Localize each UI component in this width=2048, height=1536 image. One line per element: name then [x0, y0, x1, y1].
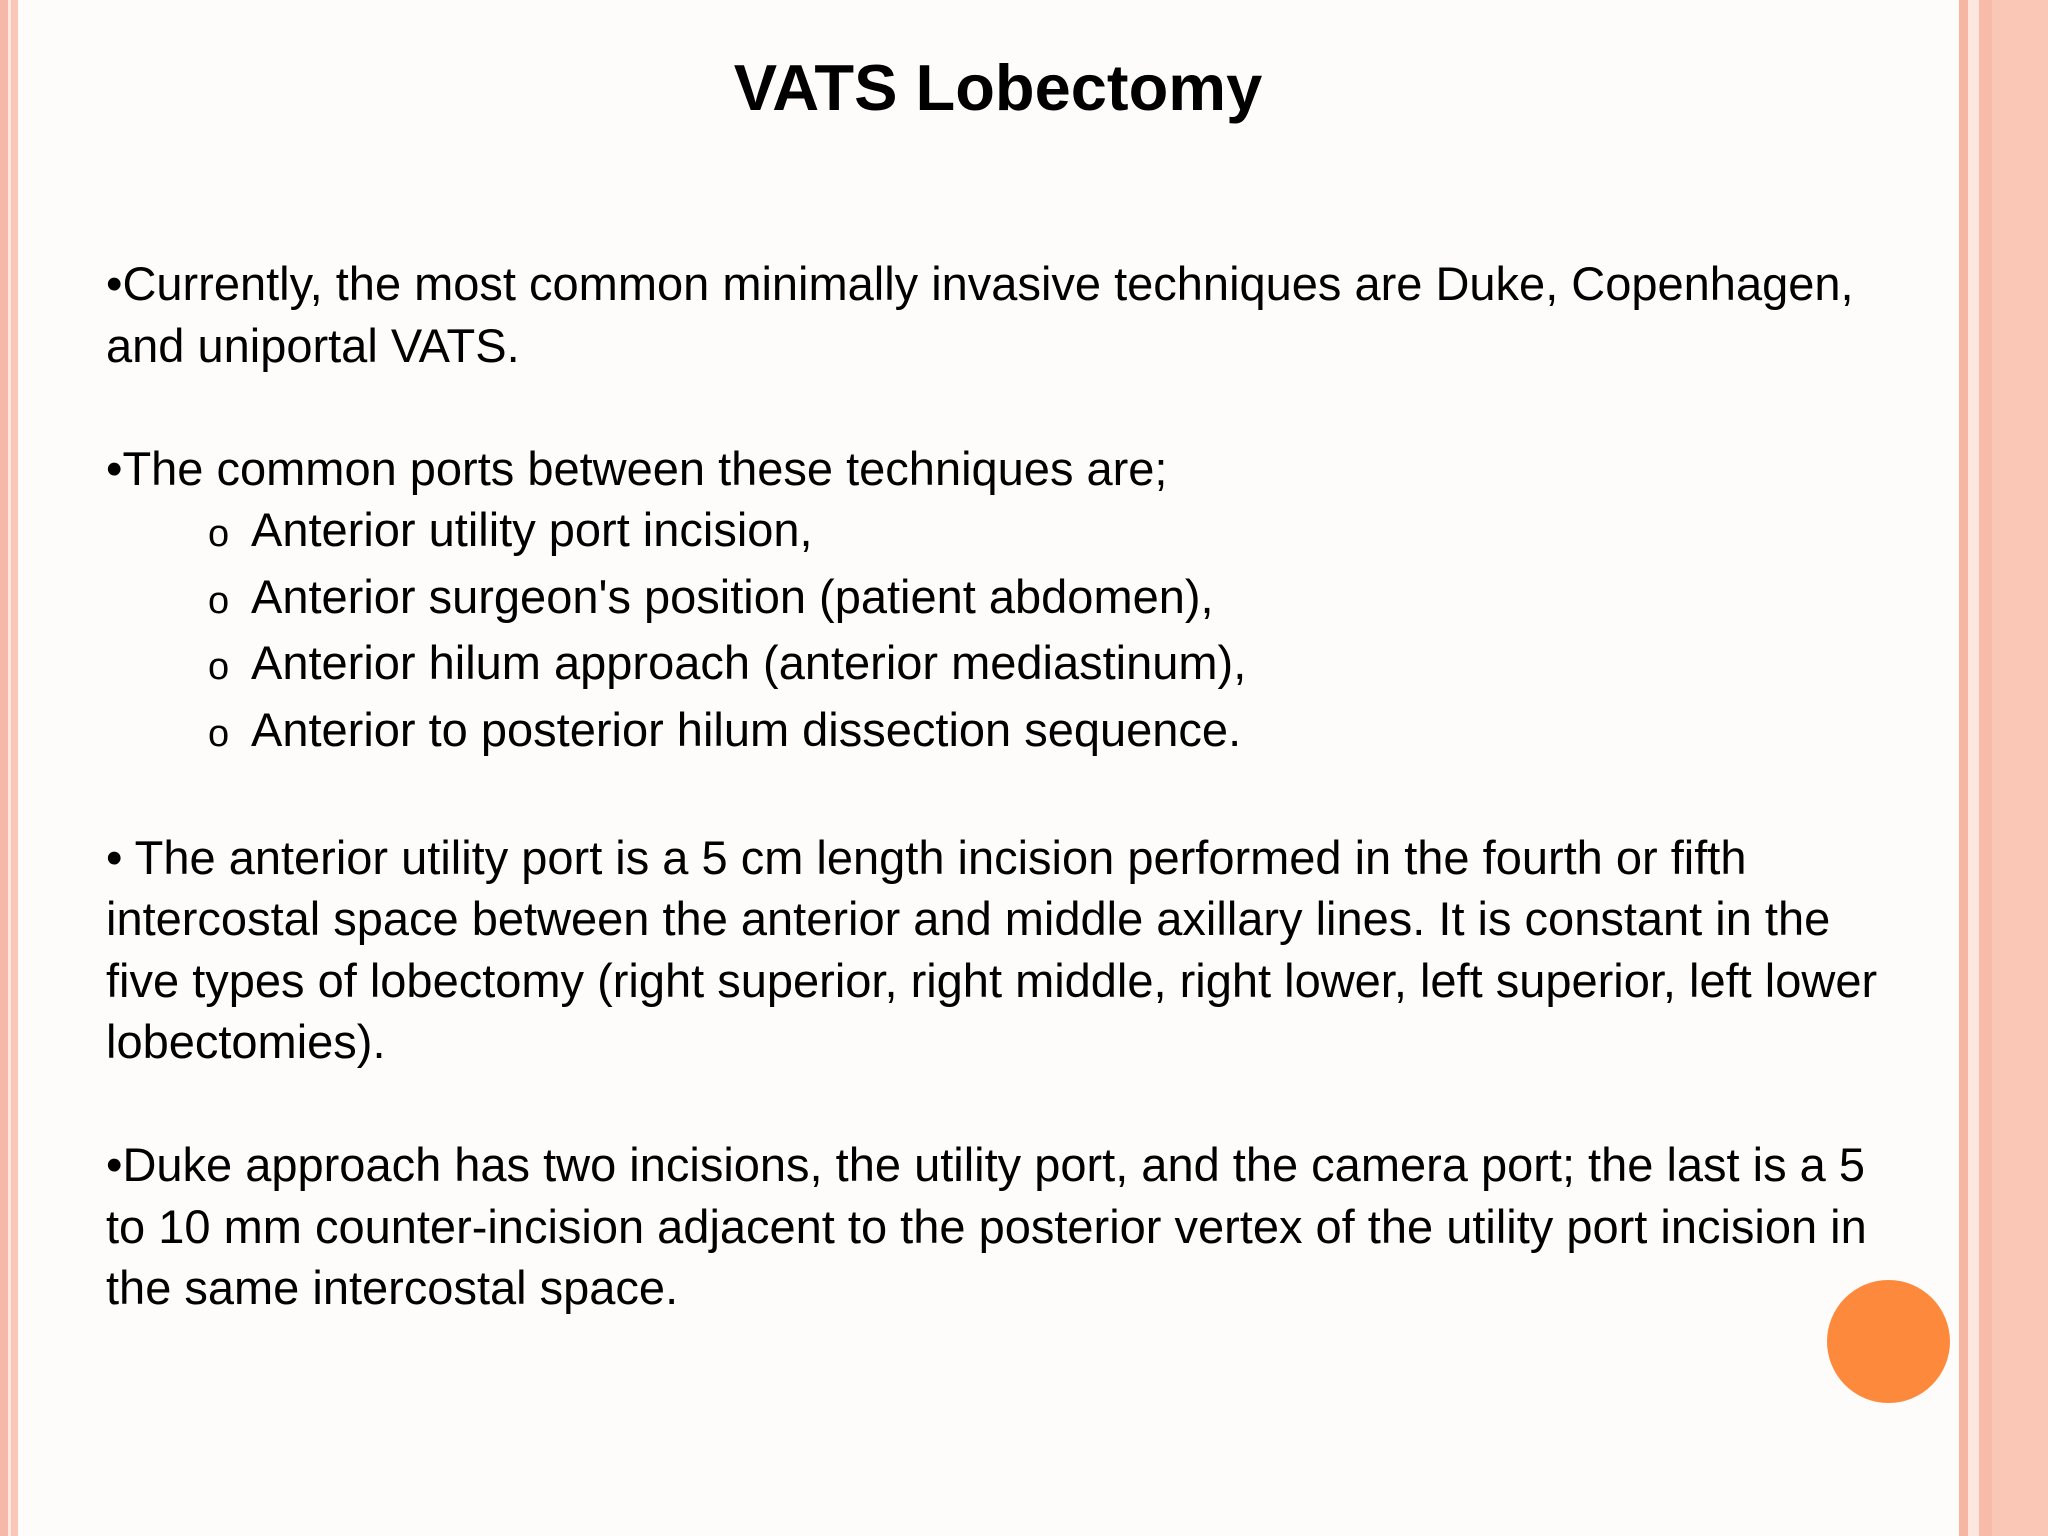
sub-bullet-marker: o — [208, 646, 230, 688]
list-item — [106, 632, 1906, 699]
sub-bullet-marker: o — [208, 712, 230, 755]
slide-title: VATS Lobectomy — [733, 51, 1263, 124]
list-item — [106, 699, 1906, 766]
slide-body — [106, 253, 1906, 1319]
list-item — [106, 566, 1906, 633]
paragraph-spacer — [106, 765, 1906, 827]
list-item-text: Anterior surgeon's position (patient abdomen), — [251, 569, 1214, 623]
sub-bullet-marker: o — [208, 579, 230, 622]
left-border-stripe — [0, 0, 8, 1536]
right-border-stripe-light — [1968, 0, 1979, 1536]
paragraph-techniques: •Currently, the most common minimally invasive techniques are Duke, Copenhagen, and uniportal VATS. — [106, 257, 1854, 372]
paragraph-utility-port: • The anterior utility port is a 5 cm length incision performed in the fourth or fifth intercostal space between the anterior and middle axillary lines. It is constant in the five types of lobectomy (right superior, right middle, right lower, left superior, left lower lobectomies). — [106, 830, 1878, 1068]
paragraph-duke-approach: •Duke approach has two incisions, the utility port, and the camera port; the last is a 5 to 10 mm counter-incision adjacent to the posterior vertex of the utility port incision in the same intercostal space. — [106, 1138, 1867, 1314]
paragraph-spacer — [106, 1073, 1906, 1135]
right-border-stripe-inner — [1979, 0, 1992, 1536]
list-item — [106, 499, 1906, 566]
list-item-text: Anterior to posterior hilum dissection sequence. — [251, 702, 1242, 756]
right-border-band — [1992, 0, 2048, 1536]
paragraph-common-ports: •The common ports between these techniques are; — [106, 441, 1168, 495]
list-item-text: Anterior utility port incision, — [251, 503, 813, 556]
paragraph-spacer — [106, 376, 1906, 438]
orange-circle-decoration — [1827, 1280, 1950, 1403]
right-border-stripe — [1959, 0, 1968, 1536]
list-item-text: Anterior hilum approach (anterior mediastinum), — [251, 636, 1247, 689]
left-border-stripe-inner — [11, 0, 18, 1536]
sub-bullet-marker: o — [208, 513, 230, 555]
